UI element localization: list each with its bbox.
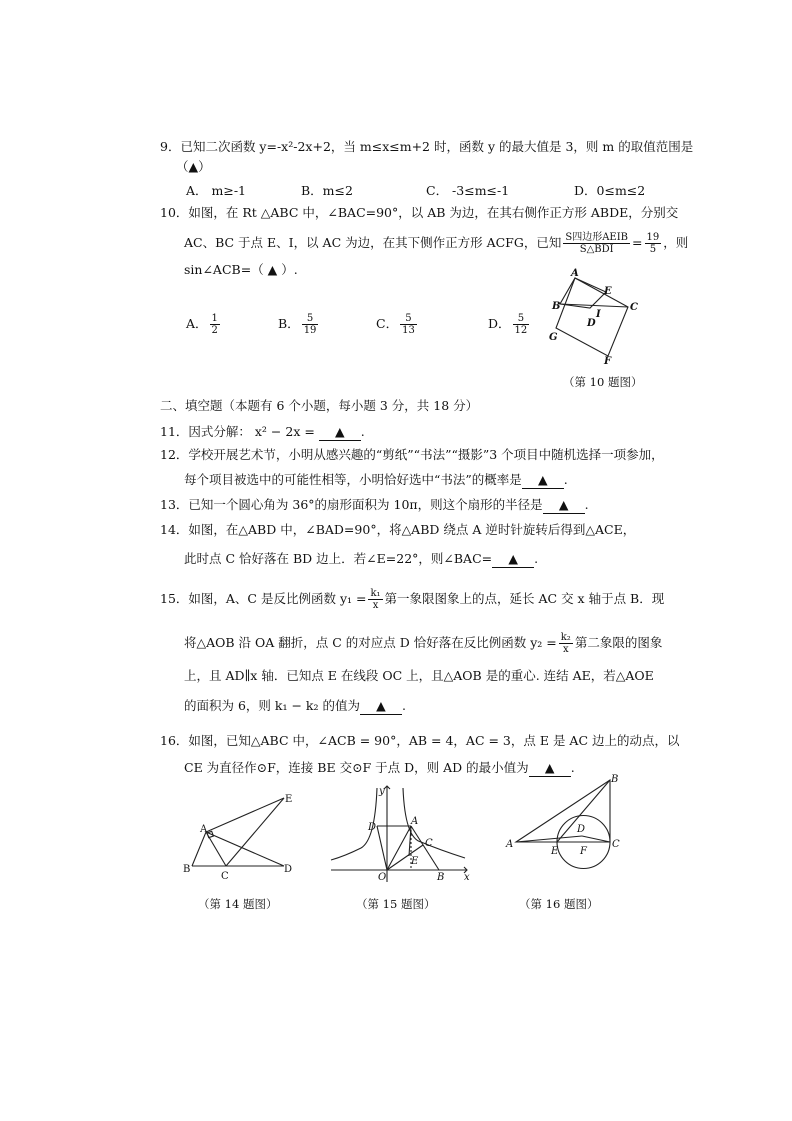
fig16-label-f: F (580, 846, 587, 857)
fig14-label-b: B (183, 864, 191, 875)
figure-10 (540, 268, 645, 366)
q10-line2-text: AC、BC 于点 E、I，以 AC 为边，在其下侧作正方形 ACFG，已知 (184, 235, 562, 250)
fig16-label-e: E (551, 846, 559, 857)
section-2-title: 二、填空题（本题有 6 个小题，每小题 3 分，共 18 分） (160, 398, 479, 413)
q13 (160, 497, 589, 514)
q14-line1: 14．如图，在△ABD 中，∠BAD=90°，将△ABD 绕点 A 逆时针旋转后得到△ACE， (160, 522, 636, 537)
q12-end: . (563, 472, 568, 487)
q15-line4 (184, 698, 406, 715)
q16-line2-text: CE 为直径作⊙F，连接 BE 交⊙F 于点 D，则 AD 的最小值为 (184, 760, 529, 775)
q10-option-b-label: B． (278, 316, 300, 331)
figure-10-caption: （第 10 题图） (563, 375, 643, 389)
fig14-label-d: D (284, 864, 293, 875)
q10-ratio-value-den: 5 (649, 244, 657, 255)
segment-dc (582, 836, 610, 842)
q13-answer-blank: ▲ (543, 497, 585, 514)
q10-ratio-equals: = (632, 235, 643, 250)
q10-option-c-label: C． (376, 316, 399, 331)
square-acfg (556, 278, 628, 356)
q14-answer-blank: ▲ (492, 551, 534, 568)
q9-answer-mark: （▲） (176, 159, 211, 174)
fig14-label-e: E (285, 794, 293, 805)
q10-option-d (488, 313, 531, 336)
q10-line2 (184, 232, 688, 255)
segment-ad (206, 832, 284, 866)
fig15-label-d: D (368, 822, 377, 833)
fig10-label-a: A (571, 268, 579, 279)
q15-x2: x (562, 644, 569, 655)
q9-option-c: C． -3≤m≤-1 (426, 183, 510, 198)
q14-end: . (534, 551, 539, 566)
fig15-label-a: A (411, 816, 419, 827)
q10-option-c-num: 5 (400, 313, 417, 325)
q10-option-d-label: D． (488, 316, 511, 331)
fig16-label-d: D (577, 824, 586, 835)
fig15-label-x: x (464, 872, 470, 883)
q15-k1: k₁ (370, 588, 381, 599)
q13-text: 13．已知一个圆心角为 36°的扇形面积为 10π，则这个扇形的半径是 (160, 497, 543, 512)
q15-line2-text: 将△AOB 沿 OA 翻折，点 C 的对应点 D 恰好落在反比例函数 y₂ = (184, 635, 557, 650)
q14-line2-text: 此时点 C 恰好落在 BD 边上．若∠E=22°，则∠BAC= (184, 551, 493, 566)
fig16-label-b: B (611, 774, 619, 785)
q10-ratio-value-num: 19 (646, 232, 660, 243)
q9-stem: 9．已知二次函数 y=-x²-2x+2，当 m≤x≤m+2 时，函数 y 的最大值是 3，则 m 的取值范围是 (160, 139, 694, 154)
q12-answer-blank: ▲ (522, 472, 564, 489)
q15-k2: k₂ (560, 632, 571, 643)
q16-end: . (570, 760, 575, 775)
q10-line2-end: ，则 (663, 235, 689, 250)
q15-line1 (160, 588, 664, 611)
fig15-label-o: O (378, 872, 387, 883)
right-angle-mark (207, 831, 213, 837)
q10-area-ratio (563, 232, 630, 255)
q15-line1-end: 第一象限图象上的点，延长 AC 交 x 轴于点 B．现 (384, 591, 665, 606)
fig10-label-i: I (596, 309, 601, 320)
q10-ratio-numerator: S四边形AEIB (565, 232, 629, 243)
q15-end: . (401, 698, 406, 713)
q15-answer-blank: ▲ (360, 698, 402, 715)
q15-k1-over-x (368, 588, 382, 611)
fig10-label-b: B (552, 301, 561, 312)
q15-line2 (184, 632, 662, 655)
fig15-label-b: B (437, 872, 445, 883)
q10-option-b-num: 5 (302, 313, 319, 325)
q11-answer-blank: ▲ (319, 424, 361, 441)
fig10-label-e: E (604, 286, 612, 297)
figure-16-caption: （第 16 题图） (519, 897, 599, 911)
segment-ce (226, 798, 284, 866)
q10-line3: sin∠ACB=（ ▲ ）. (184, 262, 298, 277)
q10-option-b (278, 313, 320, 336)
fig16-label-c: C (612, 839, 620, 850)
fig15-label-c: C (425, 838, 433, 849)
fig14-label-c: C (221, 871, 229, 882)
segment-ao (387, 826, 411, 870)
q15-line1-text: 15．如图，A、C 是反比例函数 y₁ = (160, 591, 367, 606)
q15-line2-end: 第二象限的图象 (574, 635, 663, 650)
fig10-label-g: G (549, 332, 558, 343)
q10-option-a-num: 1 (211, 313, 218, 324)
q15-k2-over-x (559, 632, 573, 655)
q15-x1: x (372, 600, 379, 611)
q11-end: . (360, 424, 365, 439)
q10-option-a (186, 313, 222, 336)
triangle-abc (516, 780, 610, 842)
segment-ad (516, 836, 582, 842)
q15-line3: 上，且 AD∥x 轴．已知点 E 在线段 OC 上，且△AOB 是的重心. 连结 AE，若△AOE (184, 668, 654, 683)
q10-ratio-denominator: S△BDI (579, 244, 614, 255)
q10-option-d-den: 12 (514, 325, 528, 336)
q13-end: . (584, 497, 589, 512)
q16-answer-blank: ▲ (529, 760, 571, 777)
figure-15-caption: （第 15 题图） (356, 897, 436, 911)
q10-option-a-label: A． (186, 316, 208, 331)
figure-15 (325, 780, 475, 885)
q9-option-d: D．0≤m≤2 (574, 183, 646, 198)
fig10-label-f: F (604, 356, 612, 366)
q10-option-a-den: 2 (211, 325, 218, 336)
fig10-label-c: C (630, 302, 638, 313)
fig15-label-y: y (379, 786, 385, 797)
q10-option-c-den: 13 (402, 325, 415, 336)
figure-16 (500, 772, 630, 884)
fig14-label-a: A (200, 824, 208, 835)
figure-14-caption: （第 14 题图） (198, 897, 278, 911)
q10-option-d-num: 5 (513, 313, 530, 325)
fig10-label-d: D (587, 318, 596, 329)
q11 (160, 424, 365, 441)
segment-do (377, 826, 387, 870)
q12-line1: 12．学校开展艺术节，小明从感兴趣的“剪纸”“书法”“摄影”3 个项目中随机选择一项参加， (160, 447, 664, 462)
q9-option-b: B．m≤2 (301, 183, 353, 198)
q10-ratio-value (645, 232, 662, 255)
q12-line2 (184, 472, 568, 489)
figure-14 (180, 790, 300, 882)
q16-line1: 16．如图，已知△ABC 中，∠ACB = 90°，AB = 4，AC = 3，点 E 是 AC 边上的动点，以 (160, 733, 680, 748)
q11-text: 11．因式分解： x² − 2x = (160, 424, 315, 439)
q9-option-a: A． m≥-1 (186, 183, 247, 198)
q14-line2 (184, 551, 538, 568)
q10-option-b-den: 19 (303, 325, 317, 336)
fig16-label-a: A (506, 839, 514, 850)
q15-line4-text: 的面积为 6，则 k₁ − k₂ 的值为 (184, 698, 360, 713)
q12-line2-text: 每个项目被选中的可能性相等，小明恰好选中“书法”的概率是 (184, 472, 522, 487)
fig15-label-e: E (411, 856, 419, 867)
q10-option-c (376, 313, 419, 336)
q10-line1: 10．如图，在 Rt △ABC 中，∠BAC=90°，以 AB 为边，在其右侧作正方形 ABDE，分别交 (160, 205, 679, 220)
